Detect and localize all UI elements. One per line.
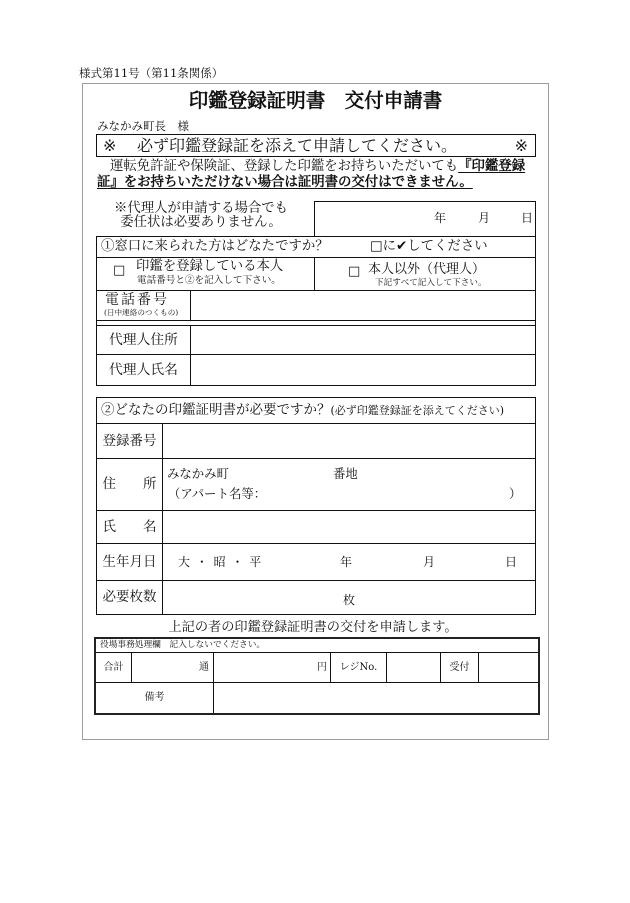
- apartment-prefix: （アパート名等：: [168, 486, 267, 501]
- form-title: 印鑑登録証明書 交付申請書: [188, 89, 443, 112]
- birth-year-label: 年: [340, 555, 353, 569]
- phone-label-cell: [97, 291, 191, 320]
- agent-name-field[interactable]: [191, 355, 535, 385]
- agent-address-field[interactable]: [191, 326, 535, 354]
- registration-number-row: [97, 424, 535, 459]
- birth-month-label: 月: [423, 555, 436, 569]
- visitor-options-row: [97, 258, 535, 291]
- remarks-field: [214, 683, 538, 713]
- applicant-table: [96, 236, 536, 386]
- agent-note-line: 委任状は必要ありません。: [120, 215, 282, 230]
- address-field[interactable]: [163, 459, 535, 510]
- subject-question-row: [97, 398, 535, 424]
- agent-note: [96, 202, 306, 230]
- form-number: 様式第11号（第11条関係）: [79, 66, 224, 80]
- remarks-label: 備考: [96, 683, 214, 713]
- phone-row: [97, 291, 535, 321]
- phone-field[interactable]: [191, 291, 535, 320]
- count-unit: 通: [132, 653, 214, 682]
- birth-date-field[interactable]: [163, 544, 535, 580]
- office-use-heading-row: [96, 639, 538, 653]
- received-field: [479, 653, 538, 682]
- registration-number-field[interactable]: [163, 424, 535, 458]
- subject-question: [101, 402, 504, 419]
- copies-row: [97, 581, 535, 614]
- option-self-label: 印鑑を登録している本人: [136, 259, 284, 274]
- name-label: 氏 名: [97, 511, 163, 543]
- copies-field[interactable]: [163, 581, 535, 614]
- option-self-note: 電話番号と②を記入して下さい。: [137, 275, 281, 286]
- addressee: みなかみ町長 様: [97, 119, 189, 133]
- address-block-suffix: 番地: [333, 466, 358, 481]
- address-row: [97, 459, 535, 511]
- visitor-question: ①窓口に来られた方はどなたですか？: [101, 239, 329, 254]
- office-use-heading: 役場事務処理欄 記入しないでください。: [100, 640, 266, 650]
- option-agent-note: 下記すべて記入して下さい。: [375, 278, 487, 288]
- register-field: [387, 653, 441, 682]
- notice-mark-right: ※: [514, 136, 528, 155]
- option-agent-label: 本人以外（代理人）: [368, 262, 486, 277]
- warning-emphasis: 『印鑑登録: [458, 158, 526, 174]
- registration-number-label: 登録番号: [97, 424, 163, 458]
- apartment-suffix: ）: [509, 486, 522, 501]
- checkbox-agent[interactable]: □: [348, 264, 361, 279]
- agent-note-line: ※代理人が申請する場合でも: [113, 201, 289, 216]
- notice-text: 必ず印鑑登録証を添えて申請してください。: [137, 136, 458, 155]
- received-label: 受付: [441, 653, 479, 682]
- office-use-totals-row: [96, 653, 538, 683]
- amount-unit: 円: [214, 653, 331, 682]
- agent-name-row: [97, 355, 535, 385]
- date-month-label: 月: [478, 211, 491, 225]
- address-label: 住 所: [97, 459, 163, 510]
- birth-date-label: 生年月日: [97, 544, 163, 580]
- date-year-label: 年: [434, 211, 447, 225]
- name-row: [97, 511, 535, 544]
- subject-question-note: (必ず印鑑登録証を添えてください): [330, 404, 505, 417]
- declaration: 上記の者の印鑑登録証明書の交付を申請します。: [168, 620, 458, 635]
- notice-mark-left: ※: [103, 136, 117, 155]
- birth-date-row: [97, 544, 535, 581]
- visitor-question-row: [97, 237, 535, 258]
- office-use-remarks-row: [96, 683, 538, 713]
- name-field[interactable]: [163, 511, 535, 543]
- office-use-table: [94, 637, 540, 715]
- warning-line-1: [110, 158, 525, 175]
- subject-table: [96, 397, 536, 615]
- date-day-label: 日: [521, 211, 534, 225]
- phone-sublabel: (日中連絡のつくもの): [104, 308, 179, 317]
- total-label: 合計: [96, 653, 132, 682]
- checkbox-self[interactable]: □: [113, 263, 126, 278]
- birth-day-label: 日: [505, 555, 518, 569]
- application-date-field[interactable]: [314, 201, 536, 237]
- phone-label: 電話番号: [105, 292, 169, 308]
- option-agent[interactable]: [315, 258, 535, 290]
- copies-unit: 枚: [343, 593, 356, 607]
- birth-era-options: 大 ・ 昭 ・ 平: [178, 555, 262, 569]
- subject-question-text: ②どなたの印鑑証明書が必要ですか？: [101, 402, 331, 418]
- agent-address-label: 代理人住所: [97, 326, 191, 354]
- warning-text: 運転免許証や保険証、登録した印鑑をお持ちいただいても: [110, 159, 459, 174]
- check-instruction: □に✔してください: [370, 239, 488, 254]
- address-town: みなかみ町: [167, 466, 229, 481]
- notice-box: [96, 134, 536, 157]
- agent-address-row: [97, 325, 535, 355]
- register-label: レジNo.: [331, 653, 387, 682]
- warning-emphasis: 証』をお持ちいただけない場合は証明書の交付はできません。: [97, 174, 473, 190]
- copies-label: 必要枚数: [97, 581, 163, 614]
- agent-name-label: 代理人氏名: [97, 355, 191, 385]
- option-self[interactable]: [97, 258, 315, 290]
- warning-line-2: [97, 174, 473, 191]
